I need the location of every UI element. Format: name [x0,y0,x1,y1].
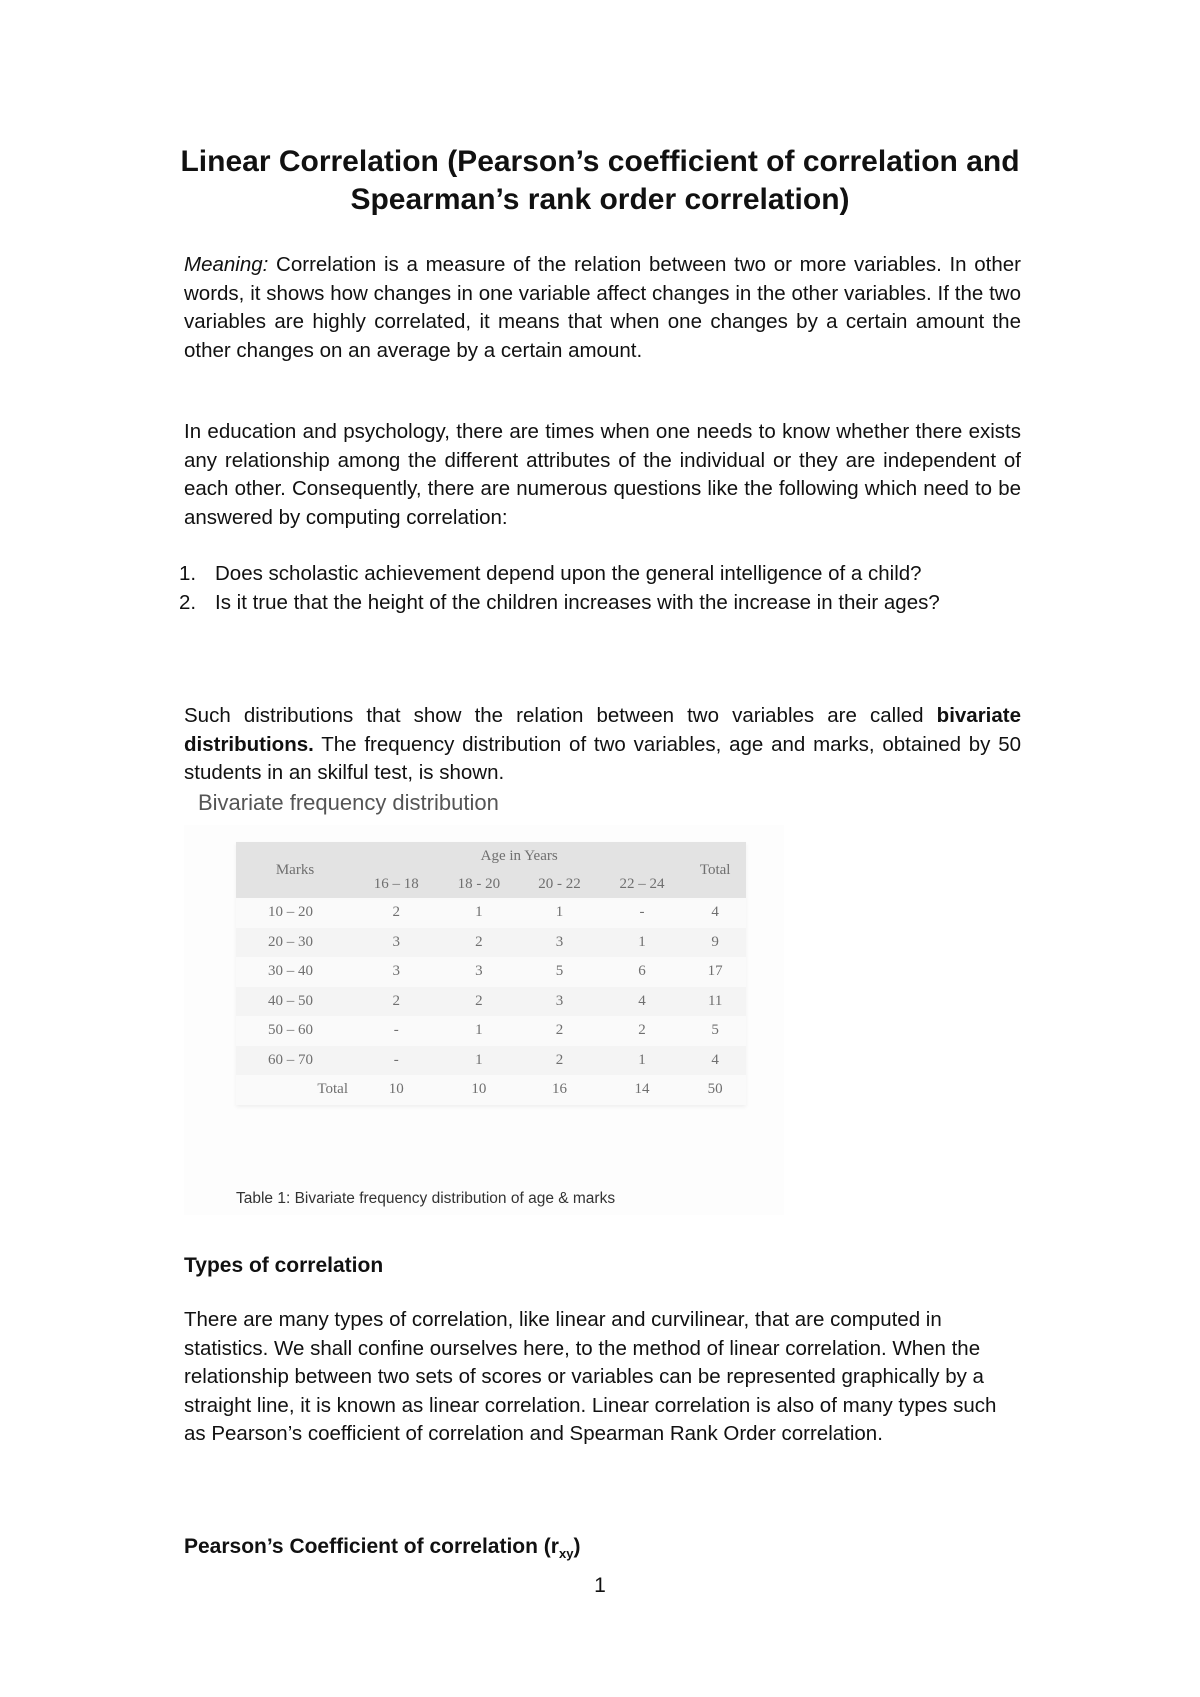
row-total: 4 [684,1046,746,1076]
row-label: 20 – 30 [236,928,354,958]
bivariate-paragraph [184,702,1021,788]
row-label: 60 – 70 [236,1046,354,1076]
table-cell: - [600,898,685,928]
age-group-header: 18 - 20 [439,870,520,898]
table-cell: 3 [354,928,439,958]
table-cell: 3 [354,957,439,987]
table-row [236,987,746,1017]
table-cell: 6 [600,957,685,987]
row-total: 9 [684,928,746,958]
table-cell: 2 [439,987,520,1017]
table-cell: 4 [600,987,685,1017]
table-cell: 2 [439,928,520,958]
row-label: 30 – 40 [236,957,354,987]
table-cell: 1 [439,1016,520,1046]
list-item [179,589,1021,618]
table-cell: 2 [354,987,439,1017]
marks-header: Marks [236,842,354,898]
column-total: 14 [600,1075,685,1105]
bivariate-text-before: Such distributions that show the relation between two variables are called [184,704,924,727]
table-cell: 1 [519,898,600,928]
types-paragraph: There are many types of correlation, like linear and curvilinear, that are computed in statistics. We shall confine ourselves here, to the method of linear correlation. When the relationship between two sets of scores or variables can be represented graphically by a straight line, it is known as linear correlation. Linear correlation is also of many types such as Pearson’s coefficient of correlation and Spearman Rank Order correlation. [184,1308,997,1446]
row-label: 10 – 20 [236,898,354,928]
table-row [236,1046,746,1076]
row-total: 4 [684,898,746,928]
table-row [236,1016,746,1046]
table-cell: - [354,1016,439,1046]
meaning-label: Meaning: [184,253,269,276]
list-item-text: Is it true that the height of the children increases with the increase in their ages? [215,590,940,614]
row-label: 40 – 50 [236,987,354,1017]
list-item-number: 2. [179,590,197,614]
table-cell: 2 [519,1046,600,1076]
table-caption: Table 1: Bivariate frequency distribution of age & marks [236,1190,616,1207]
types-heading: Types of correlation [184,1254,384,1277]
page-number: 1 [594,1574,606,1597]
table-cell: 3 [519,987,600,1017]
table-row [236,928,746,958]
column-total: 16 [519,1075,600,1105]
row-total: 11 [684,987,746,1017]
figure-title: Bivariate frequency distribution [198,790,499,815]
table-cell: 2 [600,1016,685,1046]
intro-paragraph: In education and psychology, there are times when one needs to know whether there exists any relationship among the different attributes of the individual or they are independent of each other. Consequently, there are numerous questions like the following which need to be answered by computing correlation: [184,420,1021,529]
page-title: Linear Correlation (Pearson’s coefficient of correlation and Spearman’s rank order correlation) [180,145,1020,216]
row-total: 5 [684,1016,746,1046]
table-cell: 1 [439,1046,520,1076]
table-cell: 2 [354,898,439,928]
table-cell: 2 [519,1016,600,1046]
age-header: Age in Years [354,842,684,870]
table-cell: 1 [439,898,520,928]
pearson-heading-text: Pearson’s Coefficient of correlation (r [184,1535,559,1558]
total-header: Total [684,842,746,898]
table-cell: 5 [519,957,600,987]
totals-row [236,1075,746,1105]
grand-total: 50 [684,1075,746,1105]
bivariate-text-after: The frequency distribution of two variables, age and marks, obtained by 50 students in an skilful test, is shown. [184,732,1021,785]
column-total: 10 [439,1075,520,1105]
pearson-heading-subscript: xy [558,1546,574,1562]
table-row [236,898,746,928]
pearson-heading-close: ) [573,1535,581,1558]
row-label: 50 – 60 [236,1016,354,1046]
age-group-header: 16 – 18 [354,870,439,898]
age-group-header: 20 - 22 [519,870,600,898]
table-cell: 1 [600,928,685,958]
meaning-text: Correlation is a measure of the relation between two or more variables. In other words, it shows how changes in one variable affect changes in the other variables. If the two variables are highly correlated, it means that when one changes by a certain amount the other changes on an average by a certain amount. [184,253,1021,362]
age-group-header: 22 – 24 [600,870,685,898]
table-cell: 1 [600,1046,685,1076]
list-item-number: 1. [179,562,197,585]
question-list [179,560,1021,617]
table-row [236,957,746,987]
pearson-heading [184,1533,580,1568]
table-cell: - [354,1046,439,1076]
column-total: 10 [354,1075,439,1105]
table-cell: 3 [519,928,600,958]
row-total: 17 [684,957,746,987]
frequency-table [236,842,746,1105]
list-item [179,560,1021,589]
table-cell: 3 [439,957,520,987]
list-item-text: Does scholastic achievement depend upon the general intelligence of a child? [215,562,922,585]
totals-label: Total [236,1075,354,1105]
meaning-paragraph [184,251,1021,365]
bivariate-term: bivariate distributions. [184,704,1021,756]
